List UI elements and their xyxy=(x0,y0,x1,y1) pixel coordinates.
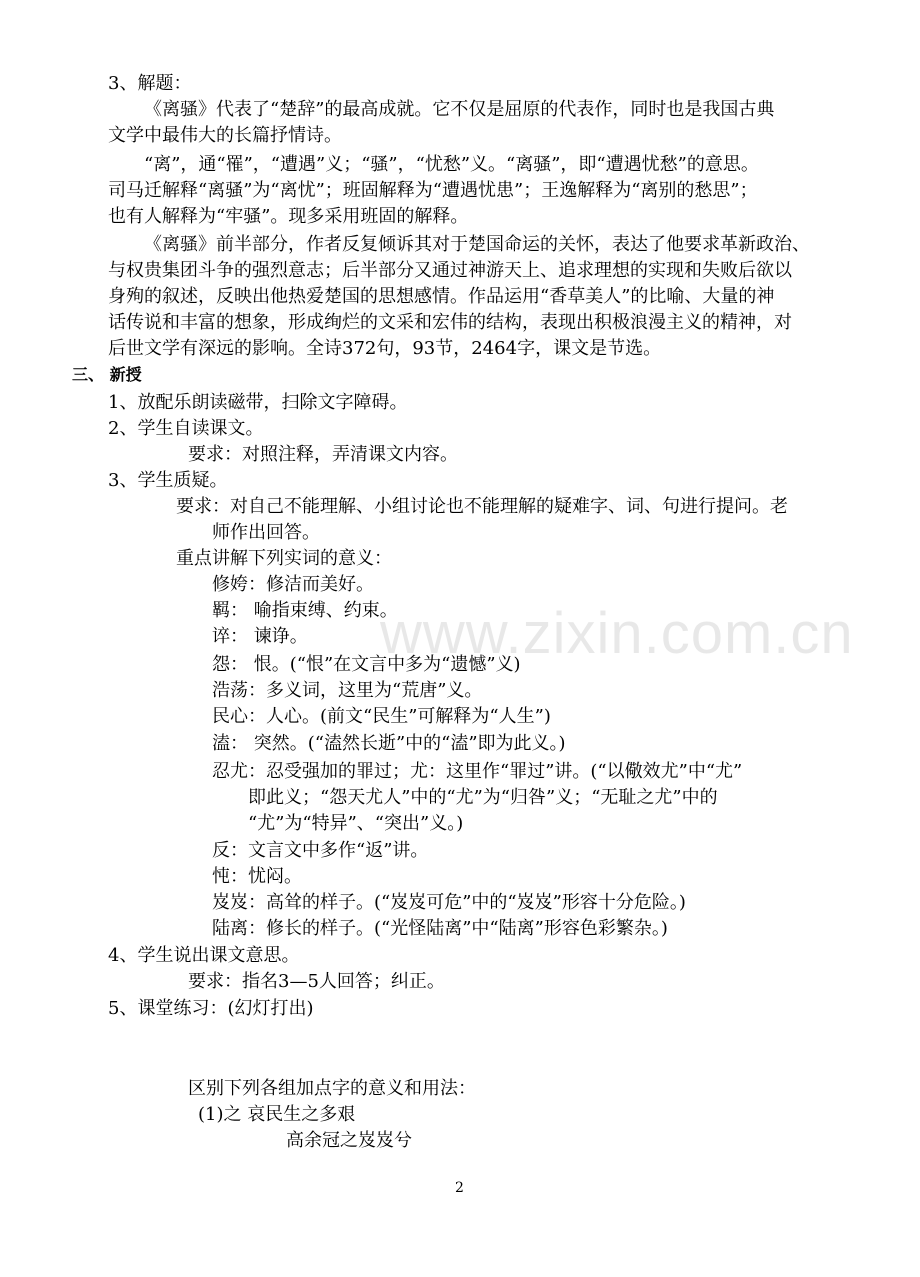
vocab-item: 怨： 恨。(“恨”在文言中多为“遗憾”义) xyxy=(212,654,521,675)
list-item: 4、学生说出课文意思。 xyxy=(108,945,300,966)
list-item: 2、学生自读课文。 xyxy=(108,418,264,439)
vocab-item: 民心：人心。(前文“民生”可解释为“人生”) xyxy=(212,706,551,727)
paragraph-line: 话传说和丰富的想象，形成绚烂的文采和宏伟的结构，表现出积极浪漫主义的精神，对 xyxy=(108,312,792,333)
list-item: 1、放配乐朗读磁带，扫除文字障碍。 xyxy=(108,392,408,413)
exercise-item: (1)之 哀民生之多艰 xyxy=(198,1104,356,1125)
requirement-text: 师作出回答。 xyxy=(212,522,320,543)
vocab-item: 修姱：修洁而美好。 xyxy=(212,574,374,595)
paragraph-line: 司马迁解释“离骚”为“离忧”；班固解释为“遭遇忧患”；王逸解释为“离别的愁思”； xyxy=(108,180,758,201)
requirement-text: 要求：对自己不能理解、小组讨论也不能理解的疑难字、词、句进行提问。老 xyxy=(176,496,788,517)
vocab-item: 溘： 突然。(“溘然长逝”中的“溘”即为此义。) xyxy=(212,733,566,754)
vocab-item: 忳：忧闷。 xyxy=(212,866,302,887)
paragraph-line: 《离骚》前半部分，作者反复倾诉其对于楚国命运的关怀，表达了他要求革新政治、 xyxy=(144,234,810,255)
vocab-item: 浩荡：多义词，这里为“荒唐”义。 xyxy=(212,680,483,701)
paragraph-line: “离”，通“罹”，“遭遇”义；“骚”，“忧愁”义。“离骚”，即“遭遇忧愁”的意思。 xyxy=(144,154,759,175)
watermark: www.zixin.com.cn xyxy=(380,601,854,666)
vocab-item: 岌岌：高耸的样子。(“岌岌可危”中的“岌岌”形容十分危险。) xyxy=(212,892,686,913)
vocab-item: 陆离：修长的样子。(“光怪陆离”中“陆离”形容色彩繁杂。) xyxy=(212,918,668,939)
vocab-item: 反：文言文中多作“返”讲。 xyxy=(212,840,429,861)
vocab-heading: 重点讲解下列实词的意义： xyxy=(176,548,392,569)
vocab-item-continued: 即此义；“怨天尤人”中的“尤”为“归咎”义；“无耻之尤”中的 xyxy=(248,787,718,808)
paragraph-line: 文学中最伟大的长篇抒情诗。 xyxy=(108,125,342,146)
paragraph-line: 也有人解释为“牢骚”。现多采用班固的解释。 xyxy=(108,206,469,227)
vocab-item-continued: “尤”为“特异”、“突出”义。) xyxy=(248,813,464,834)
vocab-item: 忍尤：忍受强加的罪过；尤：这里作“罪过”讲。(“以儆效尤”中“尤” xyxy=(212,761,743,782)
requirement-text: 要求：对照注释，弄清课文内容。 xyxy=(188,444,458,465)
exercise-instruction: 区别下列各组加点字的意义和用法： xyxy=(188,1078,476,1099)
list-item: 5、课堂练习：(幻灯打出) xyxy=(108,998,314,1019)
vocab-item: 谇： 谏诤。 xyxy=(212,626,308,647)
paragraph-line: 后世文学有深远的影响。全诗372句，93节，2464字，课文是节选。 xyxy=(108,338,662,359)
paragraph-line: 《离骚》代表了“楚辞”的最高成就。它不仅是屈原的代表作，同时也是我国古典 xyxy=(144,99,775,120)
paragraph-line: 与权贵集团斗争的强烈意志；后半部分又通过神游天上、追求理想的实现和失败后欲以 xyxy=(108,260,792,281)
section-heading-xinshou: 三、 新授 xyxy=(72,365,142,384)
paragraph-line: 身殉的叙述，反映出他热爱楚国的思想感情。作品运用“香草美人”的比喻、大量的神 xyxy=(108,286,775,307)
page-number: 2 xyxy=(455,1180,464,1196)
list-item: 3、学生质疑。 xyxy=(108,470,228,491)
section-title-jieti: 3、解题： xyxy=(108,73,192,94)
exercise-item-continued: 高余冠之岌岌兮 xyxy=(286,1130,412,1151)
requirement-text: 要求：指名3—5人回答；纠正。 xyxy=(188,971,445,992)
vocab-item: 羁： 喻指束缚、约束。 xyxy=(212,600,398,621)
